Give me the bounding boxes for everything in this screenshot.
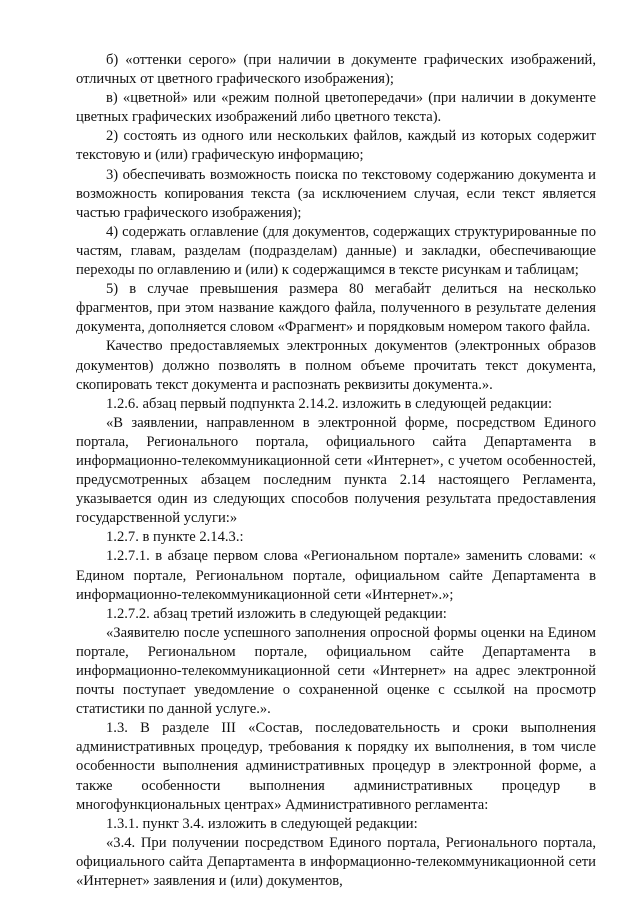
- paragraph-item-2-files: 2) состоять из одного или нескольких файлов, каждый из которых содержит текстовую и (или) графическую информацию;: [76, 128, 596, 164]
- paragraph-1-3-section-iii: 1.3. В разделе III «Состав, последовательность и сроки выполнения административных процедур, требования к порядку их выполнения, в том числе особенности выполнения административных процедур в электронной форме, а также особенности выполнения административных процедур в многофункциональных центрах» Административного регламента:: [76, 720, 596, 813]
- document-body: [76, 51, 596, 891]
- paragraph-item-4-contents: 4) содержать оглавление (для документов, содержащих структурированные по частям, главам, разделам (подразделам) данные) и закладки, обеспечивающие переходы по оглавлению и (или) к содержащимся в тексте рисункам и таблицам;: [76, 223, 596, 279]
- paragraph-1-2-7-2: 1.2.7.2. абзац третий изложить в следующей редакции:: [106, 605, 447, 622]
- paragraph-application-quote: «В заявлении, направленном в электронной форме, посредством Единого портала, Регионального портала, официального сайта Департамента в информационно-телекоммуникационной сети «Интернет», с учетом особенностей, предусмотренных абзацем последним пункта 2.14 настоящего Регламента, указывается один из следующих способов получения результата предоставления государственной услуги:»: [76, 414, 596, 527]
- paragraph-1-2-6: 1.2.6. абзац первый подпункта 2.14.2. изложить в следующей редакции:: [106, 395, 553, 412]
- paragraph-3-4-quote: «3.4. При получении посредством Единого портала, Регионального портала, официального сайта Департамента в информационно-телекоммуникационной сети «Интернет» заявления и (или) документов,: [76, 834, 596, 890]
- paragraph-item-b-grayscale: б) «оттенки серого» (при наличии в документе графических изображений, отличных от цветного графического изображения);: [76, 52, 596, 88]
- paragraph-1-2-7: 1.2.7. в пункте 2.14.3.:: [106, 529, 244, 546]
- paragraph-quality: Качество предоставляемых электронных документов (электронных образов документов) должно позволять в полном объеме прочитать текст документа, скопировать текст документа и распознать реквизиты документа.».: [76, 338, 596, 393]
- paragraph-1-3-1: 1.3.1. пункт 3.4. изложить в следующей редакции:: [106, 815, 418, 832]
- paragraph-1-2-7-1: 1.2.7.1. в абзаце первом слова «Региональном портале» заменить словами: « Едином портале, Региональном портале, официальном сайте Департамента в информационно-телекоммуникационной сети «Интернет».»;: [76, 548, 596, 603]
- paragraph-applicant-quote: «Заявителю после успешного заполнения опросной формы оценки на Едином портале, Региональном портале, официальном сайте Департамента в информационно-телекоммуникационной сети «Интернет» на адрес электронной почты поступает уведомление о сохраненной оценке с ссылкой на просмотр статистики по данной услуге.».: [76, 624, 596, 718]
- paragraph-item-v-color: в) «цветной» или «режим полной цветопередачи» (при наличии в документе цветных графических изображений либо цветного текста).: [76, 90, 596, 126]
- paragraph-item-5-fragments: 5) в случае превышения размера 80 мегабайт делиться на несколько фрагментов, при этом название каждого файла, полученного в результате деления документа, дополняется словом «Фрагмент» и порядковым номером такого файла.: [76, 281, 596, 336]
- paragraph-item-3-search: 3) обеспечивать возможность поиска по текстовому содержанию документа и возможность копирования текста (за исключением случая, если текст является частью графического изображения);: [76, 166, 596, 221]
